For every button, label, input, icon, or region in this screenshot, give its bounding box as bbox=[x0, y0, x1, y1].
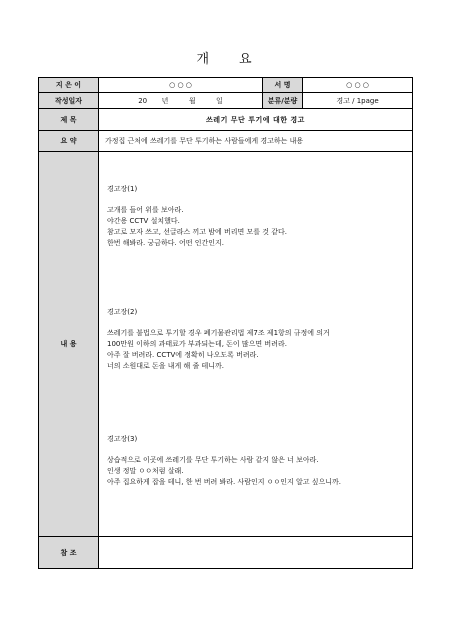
subject-value[interactable]: 쓰레기 무단 투기에 대한 경고 bbox=[99, 109, 413, 131]
warning-heading: 경고장(1) bbox=[107, 185, 138, 193]
reference-row bbox=[39, 537, 413, 569]
subject-label: 제 목 bbox=[39, 109, 99, 131]
content-body[interactable] bbox=[99, 152, 413, 537]
overview-form-table bbox=[38, 77, 413, 569]
warning-line: 100만원 이하의 과태료가 부과되는데, 돈이 많으면 버려라. bbox=[107, 340, 287, 348]
warning-heading: 경고장(2) bbox=[107, 308, 138, 316]
warning-line: 야간용 CCTV 설치했다. bbox=[107, 217, 180, 225]
warning-line: 아주 잘 버려라. CCTV에 정확히 나오도록 버려라. bbox=[107, 351, 259, 359]
warning-heading: 경고장(3) bbox=[107, 435, 138, 443]
date-label: 작성일자 bbox=[39, 93, 99, 109]
warning-line: 한번 해봐라. 궁금하다. 어떤 인간인지. bbox=[107, 239, 225, 247]
date-year: 20 bbox=[138, 96, 148, 105]
category-label: 분류/분량 bbox=[263, 93, 303, 109]
reference-value[interactable] bbox=[99, 537, 413, 569]
warning-line: 인생 정말 ㅇㅇ처럼 살래. bbox=[107, 467, 184, 475]
summary-value[interactable]: 가정집 근처에 쓰레기를 무단 투기하는 사람들에게 경고하는 내용 bbox=[99, 131, 413, 152]
summary-row bbox=[39, 131, 413, 152]
summary-label: 요 약 bbox=[39, 131, 99, 152]
warning-line: 아주 집요하게 잡을 테니, 한 번 버려 봐라. 사람인지 ㅇㅇ인지 알고 싶으니까. bbox=[107, 478, 342, 486]
warning-section-2 bbox=[107, 307, 404, 372]
date-month-unit: 월 bbox=[188, 96, 196, 105]
warning-line: 쓰레기를 불법으로 투기할 경우 폐기물관리법 제7조 제1항의 규정에 의거 bbox=[107, 329, 330, 337]
date-value[interactable] bbox=[99, 93, 263, 109]
content-row bbox=[39, 152, 413, 537]
content-label: 내 용 bbox=[39, 152, 99, 537]
author-row bbox=[39, 78, 413, 93]
warning-section-1 bbox=[107, 184, 404, 249]
title-right: 요 bbox=[239, 52, 254, 67]
date-row bbox=[39, 93, 413, 109]
category-value[interactable]: 경고 / 1page bbox=[303, 93, 413, 109]
document-title bbox=[0, 48, 450, 67]
signature-label: 서 명 bbox=[263, 78, 303, 93]
date-day-unit: 일 bbox=[216, 96, 223, 105]
warning-line: 참고로 모자 쓰고, 선글라스 끼고 밤에 버리면 모를 것 같다. bbox=[107, 228, 288, 236]
date-year-unit: 년 bbox=[161, 96, 169, 105]
warning-line: 너의 소원대로 돈을 내게 해 줄 테니까. bbox=[107, 362, 225, 370]
subject-row bbox=[39, 109, 413, 131]
warning-section-3 bbox=[107, 434, 404, 488]
warning-line: 상습적으로 이곳에 쓰레기를 무단 투기하는 사람 같지 않은 너 보아라. bbox=[107, 456, 319, 464]
author-value[interactable]: ○ ○ ○ bbox=[99, 78, 263, 93]
title-left: 개 bbox=[196, 52, 211, 67]
author-label: 지 은 이 bbox=[39, 78, 99, 93]
signature-value[interactable]: ○ ○ ○ bbox=[303, 78, 413, 93]
warning-line: 고개를 들어 위를 보아라. bbox=[107, 206, 184, 214]
reference-label: 참 조 bbox=[39, 537, 99, 569]
